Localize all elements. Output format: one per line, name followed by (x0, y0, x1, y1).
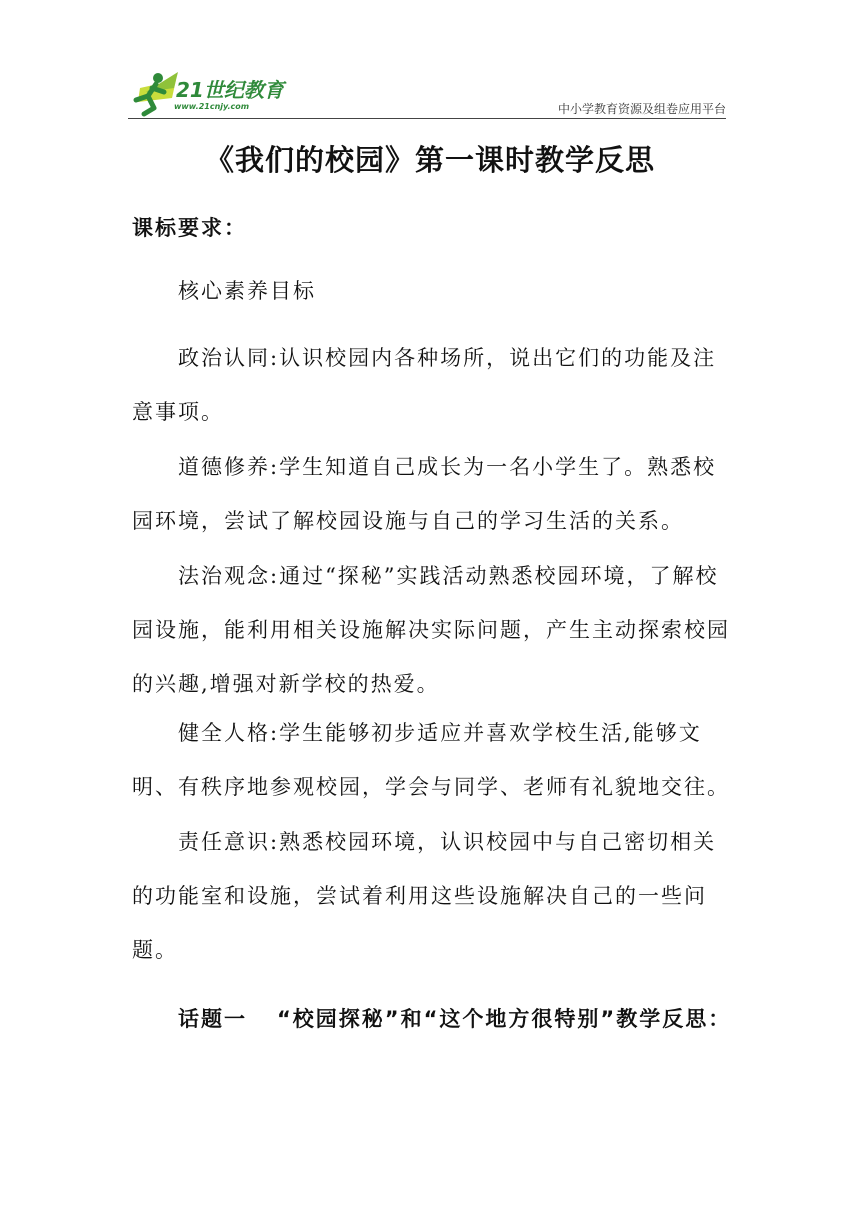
paragraph: 政治认同:认识校园内各种场所，说出它们的功能及注意事项。 (132, 346, 717, 424)
logo-wordmark: 21世纪教育 (176, 78, 284, 102)
logo (128, 66, 298, 120)
topic-text: “校园探秘”和“这个地方很特别”教学反思： (277, 1007, 732, 1031)
paragraph: 道德修养:学生知道自己成长为一名小学生了。熟悉校园环境，尝试了解校园设施与自己的学习生活的关系。 (132, 455, 717, 533)
page-title: 《我们的校园》第一课时教学反思 (204, 143, 655, 177)
section-heading: 课标要求： (132, 216, 247, 240)
logo-url: www.21cnjy.com (174, 102, 250, 111)
paragraph: 责任意识:熟悉校园环境，认识校园中与自己密切相关的功能室和设施，尝试着利用这些设施解决自己的一些问题。 (132, 830, 717, 962)
paragraph: 法治观念:通过“探秘”实践活动熟悉校园环境，了解校园设施，能利用相关设施解决实际问题，产生主动探索校园的兴趣,增强对新学校的热爱。 (132, 564, 730, 696)
runner-logo-icon (128, 66, 178, 120)
paragraph: 核心素养目标 (178, 279, 316, 303)
page-header (128, 66, 726, 120)
header-divider (128, 118, 726, 119)
paragraph: 健全人格:学生能够初步适应并喜欢学校生活,能够文明、有秩序地参观校园，学会与同学、老师有礼貌地交往。 (132, 721, 730, 799)
topic-label: 话题一 (178, 1007, 247, 1031)
topic-heading (132, 992, 732, 1046)
header-tagline: 中小学教育资源及组卷应用平台 (557, 102, 726, 116)
